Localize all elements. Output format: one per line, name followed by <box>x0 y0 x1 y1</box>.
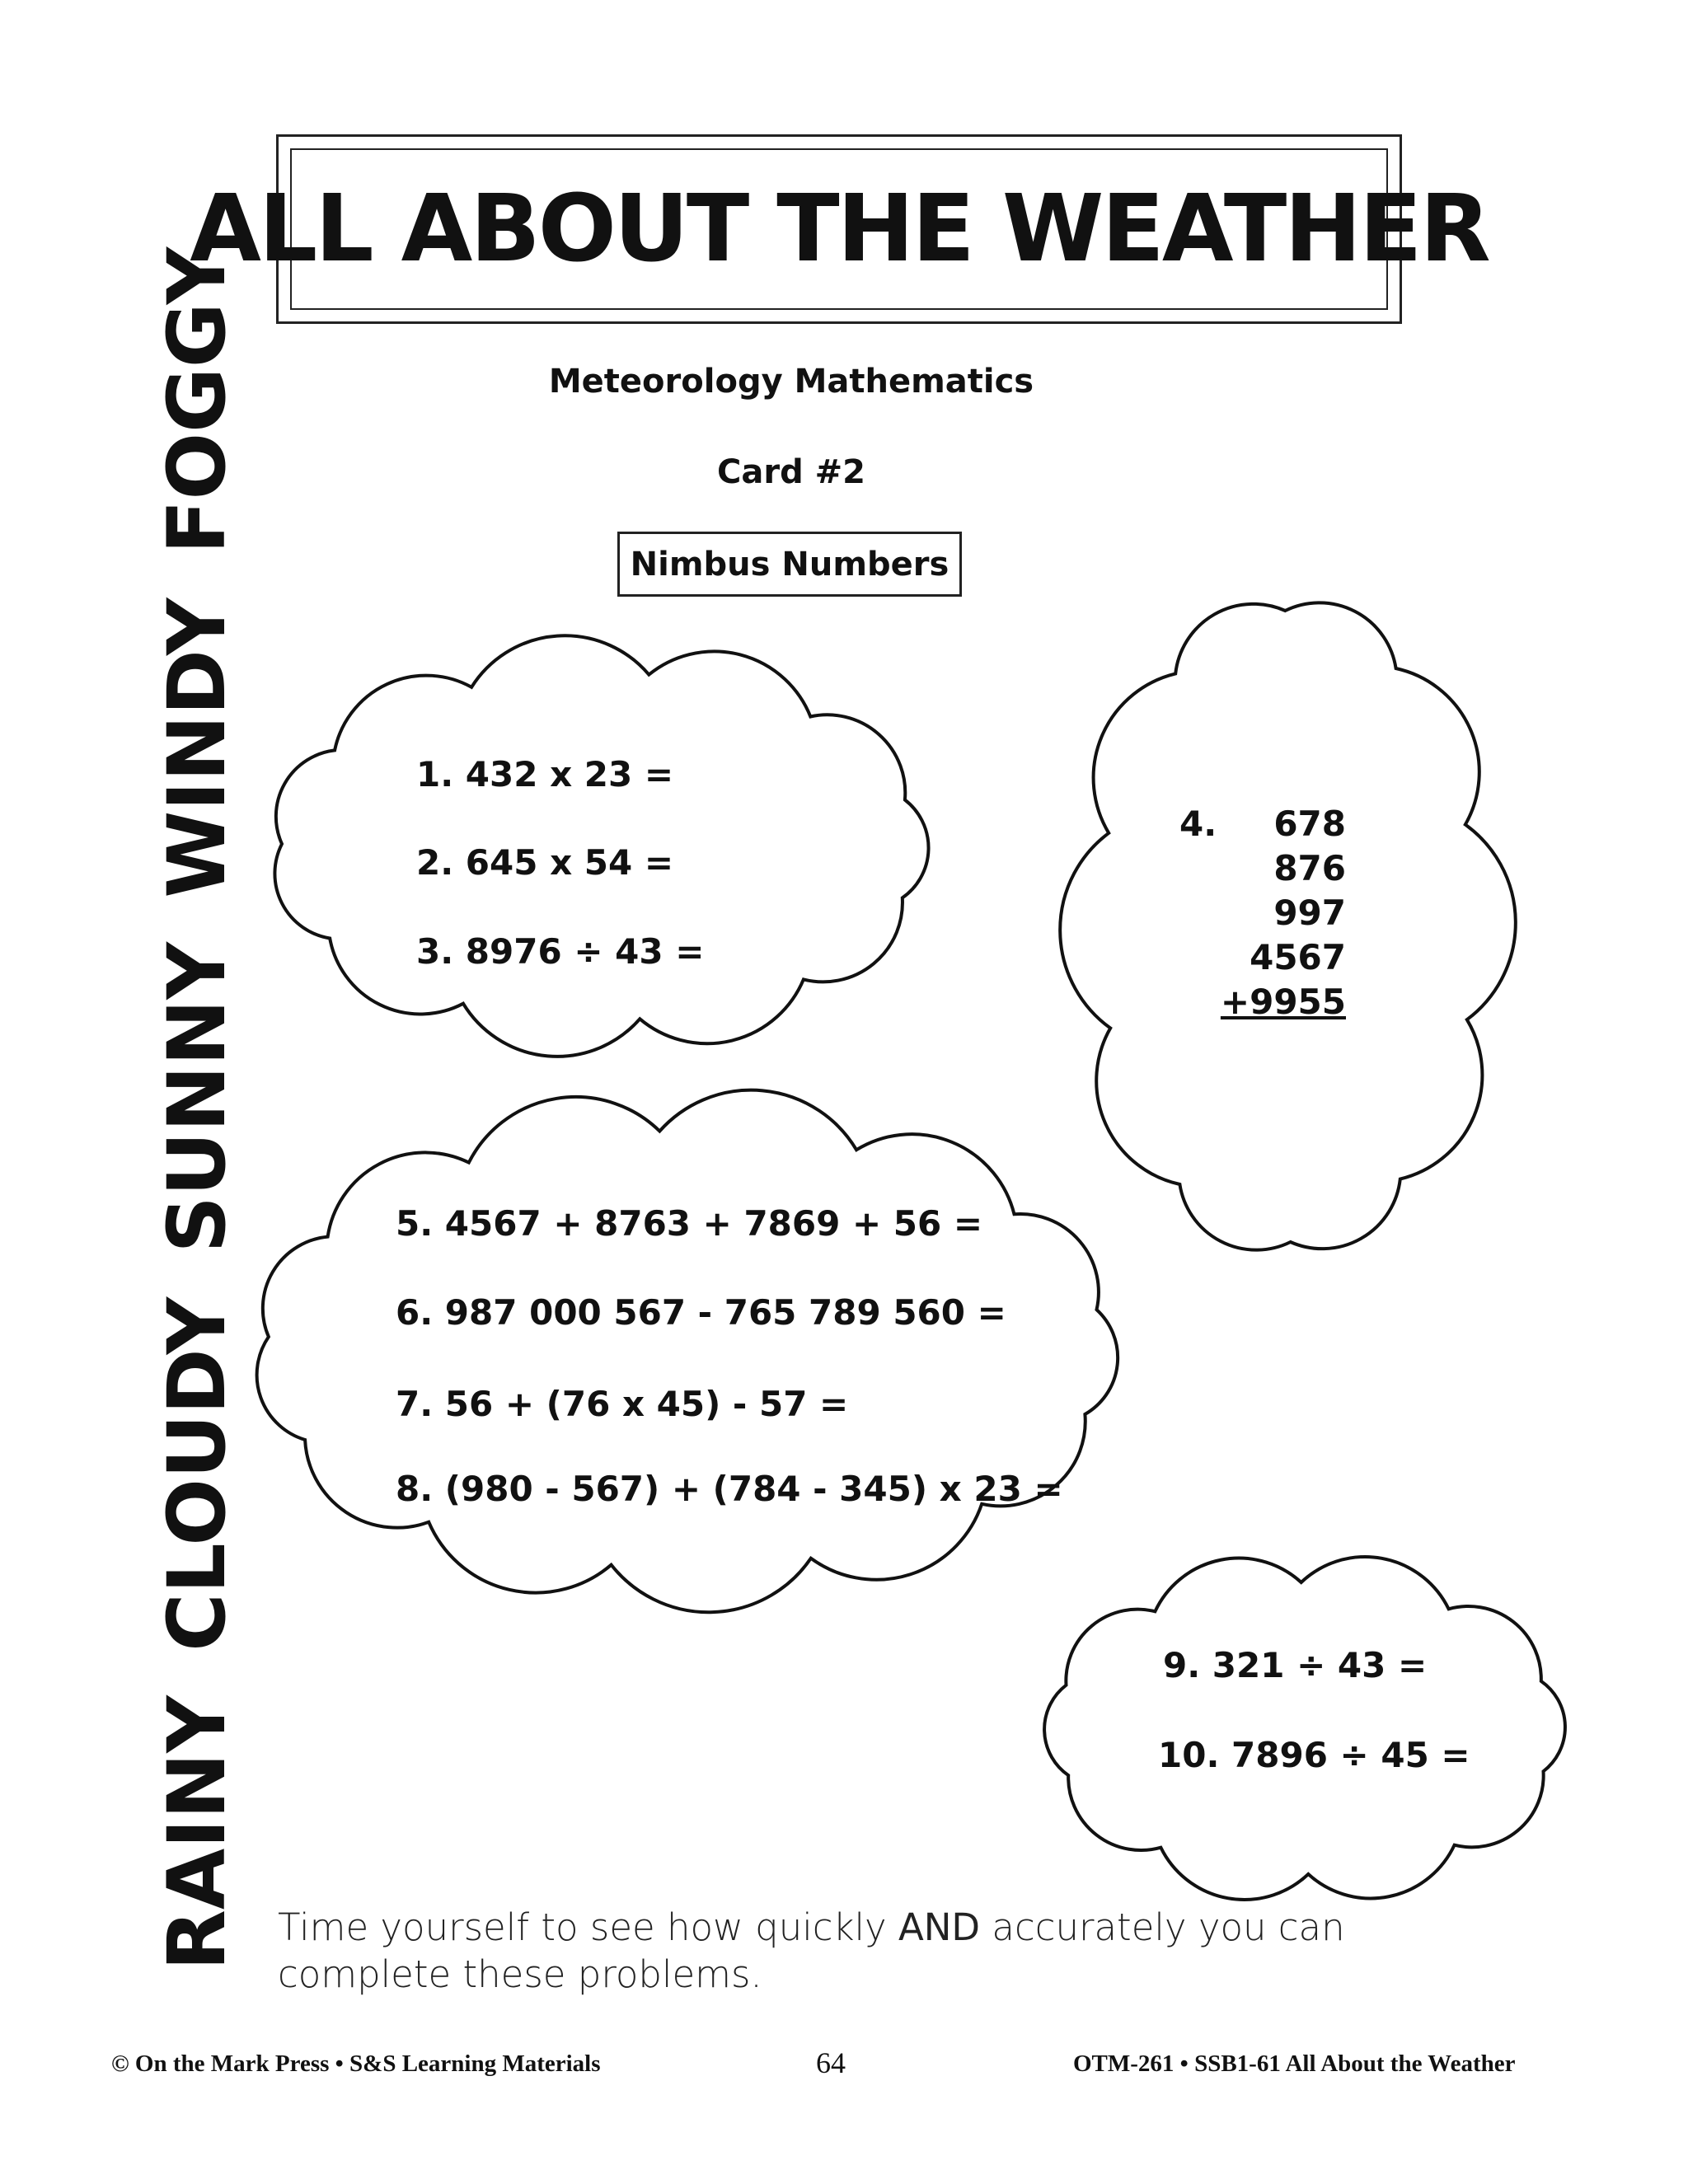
problem-4-label: 4. <box>1179 804 1217 844</box>
problem-3: 3. 8976 ÷ 43 = <box>416 931 705 972</box>
addend-last: +9955 <box>1220 982 1346 1022</box>
addend: 997 <box>1273 893 1346 933</box>
subtitle: Meteorology Mathematics <box>548 363 1034 401</box>
weather-words-vertical: RAINY CLOUDY SUNNY WINDY FOGGY <box>151 246 243 1971</box>
problem-9: 9. 321 ÷ 43 = <box>1163 1645 1428 1685</box>
footer-series: OTM-261 • SSB1-61 All About the Weather <box>1073 2050 1516 2077</box>
instructions-text-end: accurately you can complete these problems. <box>278 1905 1345 1996</box>
problem-1: 1. 432 x 23 = <box>416 754 674 794</box>
card-number: Card #2 <box>717 453 865 491</box>
footer-copyright: © On the Mark Press • S&S Learning Materials <box>111 2050 601 2077</box>
addend: 678 <box>1273 804 1346 844</box>
cloud-4-outline <box>1044 1557 1565 1900</box>
instructions-text: Time yourself to see how quickly <box>278 1905 898 1949</box>
instructions-emphasis: AND <box>898 1905 981 1949</box>
instructions <box>278 1904 1514 1998</box>
addend: 4567 <box>1250 937 1346 977</box>
cloud-3-outline <box>257 1090 1118 1613</box>
page-title: ALL ABOUT THE WEATHER <box>190 176 1489 283</box>
problem-7: 7. 56 + (76 x 45) - 57 = <box>396 1384 849 1424</box>
title-box <box>190 134 1489 324</box>
addend: 876 <box>1273 848 1346 888</box>
section-heading: Nimbus Numbers <box>617 532 962 597</box>
problem-6: 6. 987 000 567 - 765 789 560 = <box>396 1292 1006 1333</box>
page-number: 64 <box>816 2046 846 2079</box>
problem-8: 8. (980 - 567) + (784 - 345) x 23 = <box>396 1469 1063 1509</box>
problem-10: 10. 7896 ÷ 45 = <box>1158 1735 1470 1775</box>
problem-2: 2. 645 x 54 = <box>416 842 674 883</box>
problem-5: 5. 4567 + 8763 + 7869 + 56 = <box>396 1203 983 1244</box>
